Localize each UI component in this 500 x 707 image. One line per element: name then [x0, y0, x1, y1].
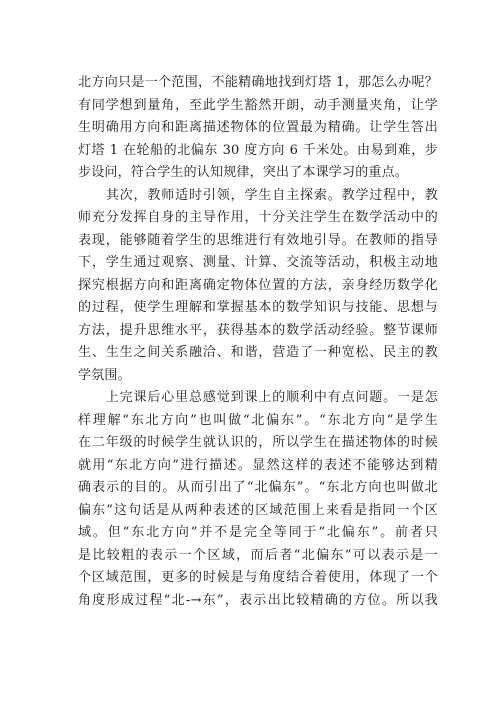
text-line: 是比较粗的表示一个区域，而后者“北偏东”可以表示是一 [78, 547, 438, 563]
text-line: 生、生生之间关系融洽、和谐，营造了一种宽松、民主的教 [78, 345, 438, 360]
paragraph-3 [78, 387, 438, 612]
text-line: 有同学想到量角，至此学生豁然开朗，动手测量夹角，让学 [78, 97, 438, 113]
text-line: 域。但“东北方向”并不是完全等同于“北偏东”。前者只 [78, 525, 438, 540]
text-line: 师充分发挥自身的主导作用，十分关注学生在数学活动中的 [78, 210, 438, 225]
text-line: 偏东”这句话是从两种表述的区域范围上来看是指同一个区 [78, 502, 438, 518]
text-line: 就用“东北方向”进行描述。显然这样的表述不能够达到精 [78, 457, 438, 473]
text-line: 样理解“东北方向”也叫做“北偏东”。“东北方向”是学生 [78, 412, 438, 428]
text-line: 表现，能够随着学生的思维进行有效地引导。在教师的指导 [78, 232, 438, 248]
text-line: 其次，教师适时引领，学生自主探索。教学过程中，教 [78, 187, 438, 203]
text-line: 在二年级的时候学生就认识的，所以学生在描述物体的时候 [78, 435, 438, 450]
paragraph-1 [78, 72, 438, 185]
text-line: 下，学生通过观察、测量、计算、交流等活动，积极主动地 [78, 255, 438, 270]
text-line: 上完课后心里总感觉到课上的顺利中有点问题。一是怎 [78, 390, 438, 405]
text-line: 方法，提升思维水平，获得基本的数学活动经验。整节课师 [78, 322, 438, 338]
text-line: 学氛围。 [78, 367, 131, 383]
text-line: 步设问，符合学生的认知规律，突出了本课学习的重点。 [78, 165, 409, 180]
text-line: 确表示的目的。从而引出了“北偏东”。“东北方向也叫做北 [78, 480, 438, 495]
document-body [78, 72, 438, 612]
text-line: 北方向只是一个范围，不能精确地找到灯塔 1，那怎么办呢？ [78, 75, 438, 90]
text-line: 角度形成过程“北-→东”，表示出比较精确的方位。所以我 [78, 592, 438, 608]
text-line: 灯塔 1 在轮船的北偏东 30 度方向 6 千米处。由易到难，步 [78, 142, 438, 158]
paragraph-2 [78, 185, 438, 388]
text-line: 的过程，使学生理解和掌握基本的数学知识与技能、思想与 [78, 300, 438, 315]
text-line: 探究根据方向和距离确定物体位置的方法，亲身经历数学化 [78, 277, 438, 293]
text-line: 个区域范围，更多的时候是与角度结合着使用，体现了一个 [78, 570, 438, 585]
text-line: 生明确用方向和距离描述物体的位置最为精确。让学生答出 [78, 120, 438, 135]
